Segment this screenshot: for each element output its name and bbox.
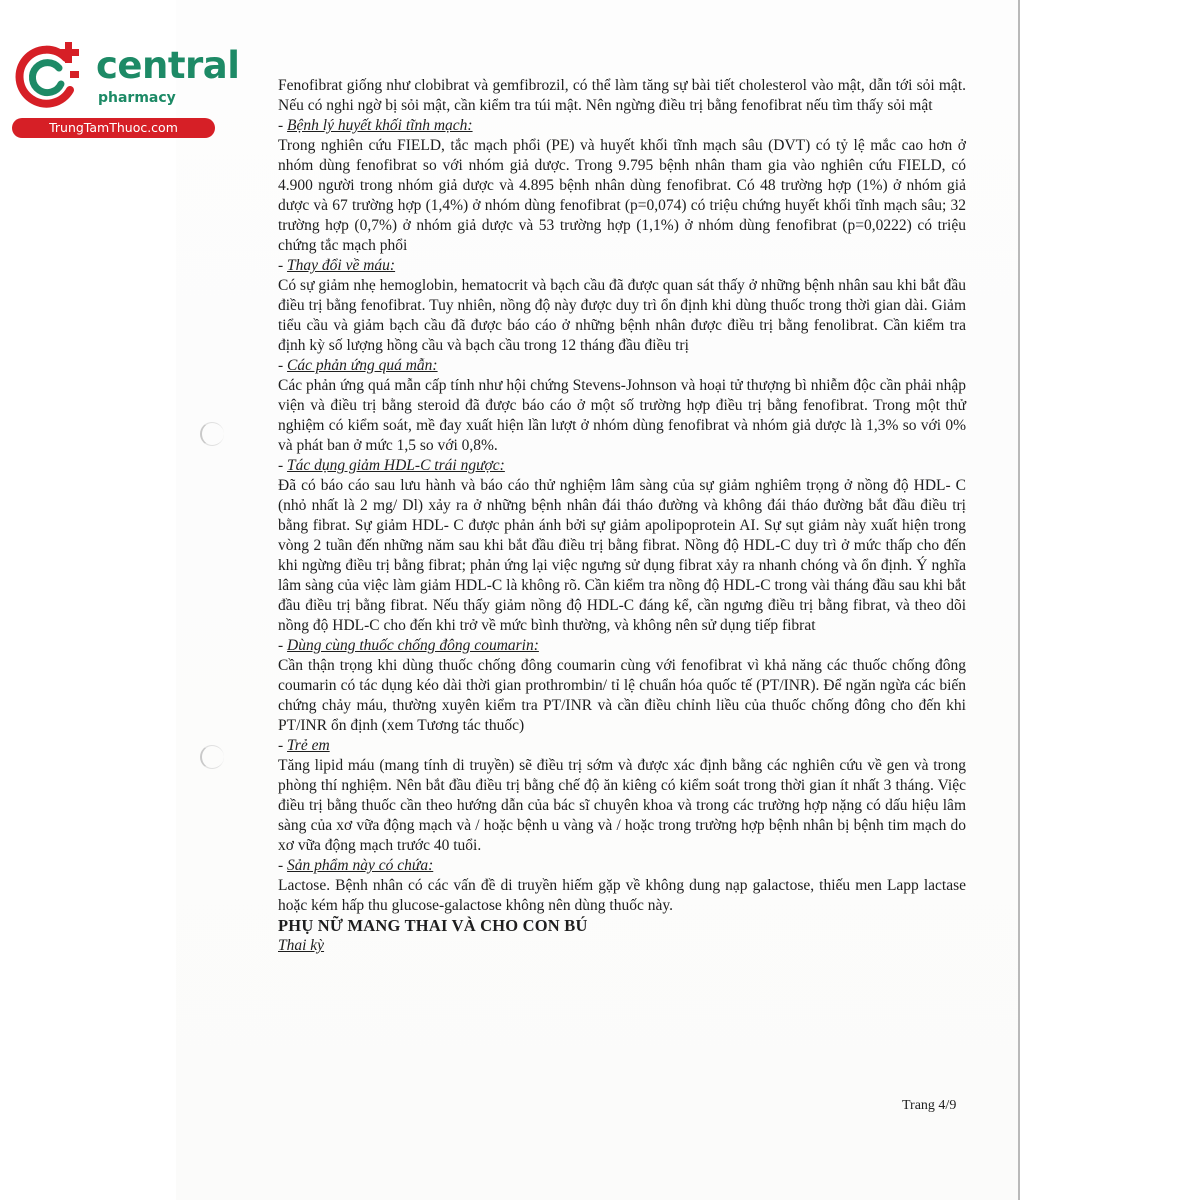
page-number: Trang 4/9 bbox=[902, 1098, 957, 1113]
section-heading-text: Các phản ứng quá mẫn: bbox=[287, 357, 438, 374]
logo-subtitle: pharmacy bbox=[98, 90, 176, 106]
section-paragraph: Cần thận trọng khi dùng thuốc chống đông coumarin cùng với fenofibrat vì khả năng các thuốc chống đông coumarin có tác dụng kéo dài thời gian prothrombin/ tỉ lệ chuẩn hóa quốc tế (PT/INR). Để ngăn ngừa các biến chứng chảy máu, thường xuyên kiểm tra PT/INR và cần điều chỉnh liều của thuốc chống đông cho đến khi PT/INR ổn định (xem Tương tác thuốc) bbox=[278, 657, 966, 734]
page-edge bbox=[1018, 0, 1020, 1200]
central-pharmacy-icon bbox=[10, 38, 88, 116]
subsection-title: Thai kỳ bbox=[278, 937, 325, 954]
punch-hole bbox=[200, 422, 224, 446]
section-heading-text: Dùng cùng thuốc chống đông coumarin: bbox=[287, 637, 539, 654]
section-heading-text: Tác dụng giảm HDL-C trái ngược: bbox=[287, 457, 505, 474]
section-heading: - Trẻ em bbox=[278, 737, 330, 754]
section-heading: - Sản phẩm này có chứa: bbox=[278, 857, 434, 874]
document-body bbox=[278, 76, 966, 956]
section-title: PHỤ NỮ MANG THAI VÀ CHO CON BÚ bbox=[278, 916, 588, 935]
section-paragraph: Có sự giảm nhẹ hemoglobin, hematocrit và bạch cầu đã được quan sát thấy ở những bệnh nhân sau khi bắt đầu điều trị bằng fenofibrat. Tuy nhiên, nồng độ này được duy trì ổn định khi dùng thuốc trong thời gian dài. Giảm tiểu cầu và giảm bạch cầu đã được báo cáo ở những bệnh nhân được điều trị bằng fenolibrat. Cần kiểm tra định kỳ số lượng hồng cầu và bạch cầu trong 12 tháng đầu điều trị bbox=[278, 277, 966, 354]
section-heading: - Dùng cùng thuốc chống đông coumarin: bbox=[278, 637, 539, 654]
section-heading: - Thay đổi về máu: bbox=[278, 257, 396, 274]
intro-paragraph: Fenofibrat giống như clobibrat và gemfibrozil, có thể làm tăng sự bài tiết cholesterol vào mật, dẫn tới sỏi mật. Nếu có nghi ngờ bị sỏi mật, cần kiểm tra túi mật. Nên ngừng điều trị bằng fenofibrat nếu tìm thấy sỏi mật bbox=[278, 77, 966, 114]
section-heading: - Tác dụng giảm HDL-C trái ngược: bbox=[278, 457, 505, 474]
section-heading: - Các phản ứng quá mẫn: bbox=[278, 357, 438, 374]
section-paragraph: Trong nghiên cứu FIELD, tắc mạch phổi (PE) và huyết khối tĩnh mạch sâu (DVT) có tỷ lệ mắc cao hơn ở nhóm dùng fenofibrat so với nhóm giả dược. Trong 9.795 bệnh nhân tham gia vào nghiên cứu FIELD, có 4.900 người trong nhóm giả dược và 4.895 bệnh nhân dùng fenofibrat. Có 48 trường hợp (1%) ở nhóm giả dược và 67 trường hợp (1,4%) ở nhóm dùng fenofibrat (p=0,074) có triệu chứng huyết khối tĩnh mạch sâu; 32 trường hợp (0,7%) ở nhóm giả dược và 53 trường hợp (1,1%) ở nhóm dùng fenofibrat (p=0,0222) có triệu chứng tắc mạch phổi bbox=[278, 137, 966, 254]
section-heading-text: Bệnh lý huyết khối tĩnh mạch: bbox=[287, 117, 473, 134]
logo-name: central bbox=[96, 44, 240, 87]
section-paragraph: Lactose. Bệnh nhân có các vấn đề di truyền hiếm gặp về không dung nạp galactose, thiếu men Lapp lactase hoặc kém hấp thu glucose-galactose không nên dùng thuốc này. bbox=[278, 877, 966, 914]
pharmacy-logo[interactable] bbox=[8, 38, 240, 138]
section-heading-text: Trẻ em bbox=[287, 737, 330, 754]
section-heading-text: Sản phẩm này có chứa: bbox=[287, 857, 434, 874]
section-heading-text: Thay đổi về máu: bbox=[287, 257, 396, 274]
section-paragraph: Đã có báo cáo sau lưu hành và báo cáo thử nghiệm lâm sàng của sự giảm nghiêm trọng ở nồng độ HDL- C (nhỏ nhất là 2 mg/ Dl) xảy ra ở những bệnh nhân đái tháo đường và không đái tháo đường bắt đầu điều trị bằng fibrat. Sự giảm HDL- C được phản ánh bởi sự giảm apolipoprotein AI. Sự sụt giảm này xuất hiện trong vòng 2 tuần đến những năm sau khi bắt đầu điều trị bằng fibrat. Nồng độ HDL-C duy trì ở mức thấp cho đến khi ngừng điều trị bằng fibrat; phản ứng lại việc ngưng sử dụng fibrat xảy ra nhanh chóng và ổn định. Ý nghĩa lâm sàng của việc làm giảm HDL-C là không rõ. Cần kiểm tra nồng độ HDL-C trong vài tháng đầu sau khi bắt đầu điều trị bằng fibrat. Nếu thấy giảm nồng độ HDL-C đáng kể, cần ngưng điều trị bằng fibrat, và theo dõi nồng độ HDL-C cho đến khi trở về mức bình thường, và không nên sử dụng tiếp fibrat bbox=[278, 477, 966, 634]
punch-hole bbox=[200, 745, 224, 769]
section-heading: - Bệnh lý huyết khối tĩnh mạch: bbox=[278, 117, 473, 134]
section-paragraph: Tăng lipid máu (mang tính di truyền) sẽ điều trị sớm và được xác định bằng các nghiên cứu về gen và trong phòng thí nghiệm. Nên bắt đầu điều trị bằng chế độ ăn kiêng có kiểm soát trong thời gian ít nhất 3 tháng. Việc điều trị bằng thuốc cần theo hướng dẫn của bác sĩ chuyên khoa và trong các trường hợp nặng có dấu hiệu lâm sàng của xơ vữa động mạch và / hoặc bệnh u vàng và / hoặc trong trường hợp bệnh nhân bị bệnh tim mạch do xơ vữa động mạch trước 40 tuổi. bbox=[278, 757, 966, 854]
logo-website[interactable]: TrungTamThuoc.com bbox=[12, 118, 215, 138]
section-paragraph: Các phản ứng quá mẫn cấp tính như hội chứng Stevens-Johnson và hoại tử thượng bì nhiễm độc cần phải nhập viện và điều trị bằng steroid đã được báo cáo ở một số trường hợp điều trị bằng fenofibrat. Trong một thử nghiệm có kiểm soát, mề đay xuất hiện lần lượt ở nhóm dùng fenofibrat và nhóm giả dược là 1,3% so với 0% và phát ban ở mức 1,5 so với 0,8%. bbox=[278, 377, 966, 454]
